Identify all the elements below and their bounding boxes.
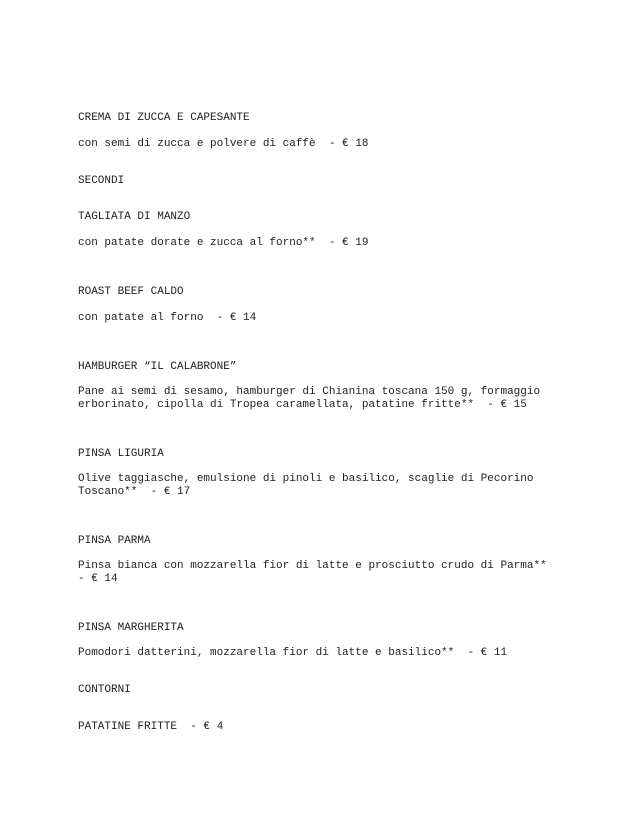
dish-title-pinsa-margherita: PINSA MARGHERITA	[78, 622, 184, 634]
dish-title-pinsa-liguria: PINSA LIGURIA	[78, 448, 164, 460]
section-heading-contorni: CONTORNI	[78, 684, 131, 696]
dish-desc-hamburger-line1: Pane ai semi di sesamo, hamburger di Chianina toscana 150 g, formaggio	[78, 386, 541, 398]
dish-desc-pinsa-margherita: Pomodori datterini, mozzarella fior di latte e basilico** - € 11	[78, 647, 508, 659]
dish-desc-pinsa-parma-line1: Pinsa bianca con mozzarella fior di latte e prosciutto crudo di Parma**	[78, 560, 547, 572]
dish-desc-roastbeef: con patate al forno - € 14	[78, 312, 257, 324]
dish-desc-pinsa-parma-line2: - € 14	[78, 573, 118, 585]
dish-desc-tagliata: con patate dorate e zucca al forno** - € 19	[78, 237, 369, 249]
dish-title-hamburger: HAMBURGER “IL CALABRONE”	[78, 361, 237, 373]
dish-title-crema: CREMA DI ZUCCA E CAPESANTE	[78, 112, 250, 124]
dish-title-tagliata: TAGLIATA DI MANZO	[78, 211, 191, 223]
dish-desc-hamburger-line2: erborinato, cipolla di Tropea caramellata, patatine fritte** - € 15	[78, 399, 527, 411]
dish-title-roastbeef: ROAST BEEF CALDO	[78, 286, 184, 298]
dish-line-patatine: PATATINE FRITTE - € 4	[78, 721, 224, 733]
dish-title-pinsa-parma: PINSA PARMA	[78, 535, 151, 547]
dish-desc-pinsa-liguria-line1: Olive taggiasche, emulsione di pinoli e basilico, scaglie di Pecorino	[78, 473, 534, 485]
section-heading-secondi: SECONDI	[78, 175, 125, 187]
dish-desc-crema: con semi di zucca e polvere di caffè - € 18	[78, 138, 369, 150]
dish-desc-pinsa-liguria-line2: Toscano** - € 17	[78, 486, 191, 498]
